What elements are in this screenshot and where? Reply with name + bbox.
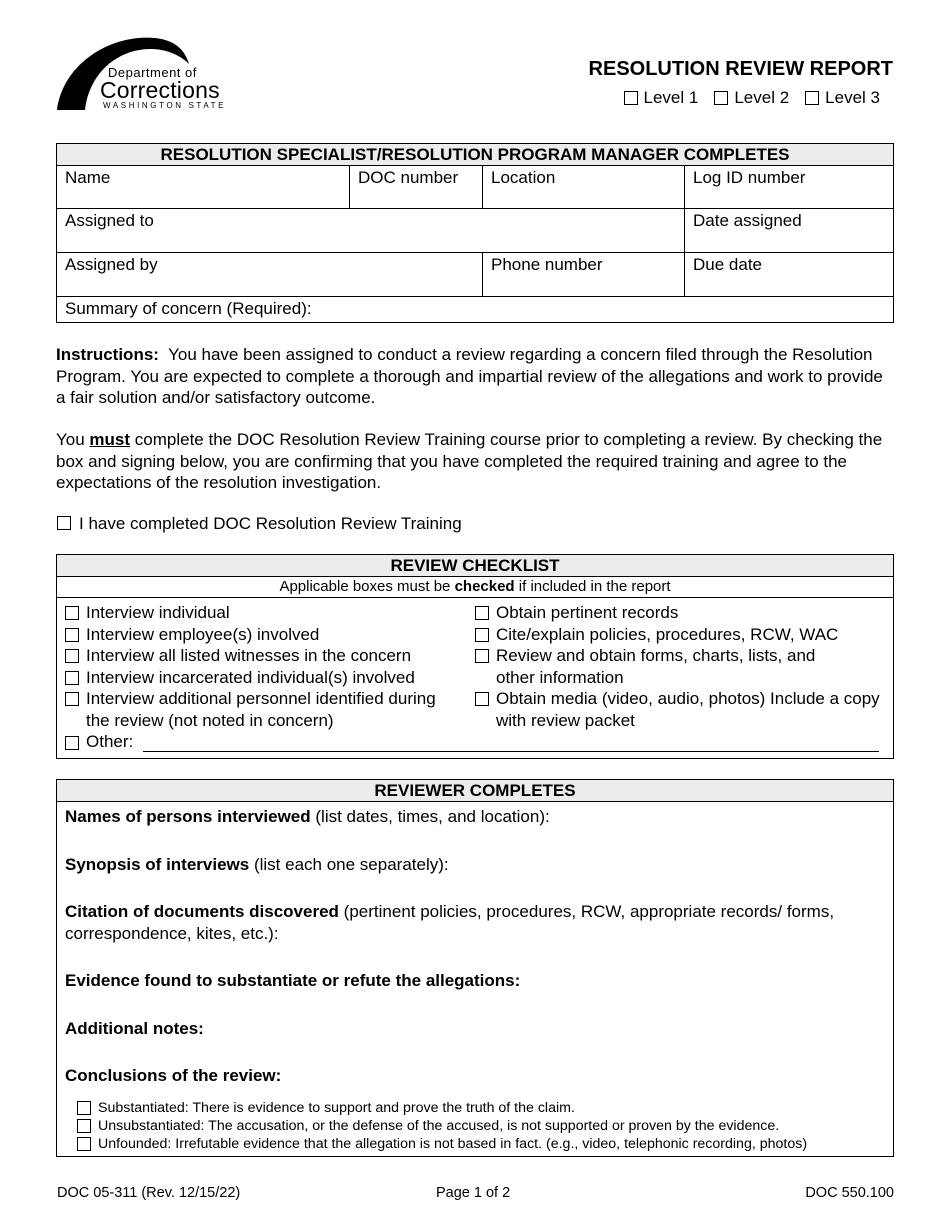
assigned-to-label: Assigned to <box>65 211 154 230</box>
form-number: DOC 05-311 (Rev. 12/15/22) <box>57 1185 241 1201</box>
checklist-item-label: Obtain pertinent records <box>496 603 679 622</box>
conclusion-checkbox[interactable] <box>77 1137 91 1151</box>
training-paragraph <box>56 429 896 494</box>
assigned-by-field[interactable] <box>57 253 483 296</box>
q3-label: Citation of documents discovered <box>65 902 339 921</box>
q1-hint: (list dates, times, and location): <box>315 807 550 826</box>
evidence-field[interactable] <box>65 970 885 992</box>
checklist-item-label: Interview employee(s) involved <box>86 624 320 644</box>
checklist-item-label: Cite/explain policies, procedures, RCW, WAC <box>496 624 839 644</box>
document-title: RESOLUTION REVIEW REPORT <box>588 58 893 80</box>
location-field[interactable] <box>483 166 685 208</box>
q1-label: Names of persons interviewed <box>65 807 311 826</box>
due-date-label: Due date <box>693 255 762 274</box>
conclusion-label: Unfounded: Irrefutable evidence that the allegation is not based in fact. (e.g., video, telephonic recording, photos) <box>98 1135 808 1152</box>
citation-field[interactable] <box>65 901 885 944</box>
checklist-checkbox[interactable] <box>65 606 79 620</box>
checklist-sub-after: if included in the report <box>518 578 671 595</box>
checklist-item-label: Review and obtain forms, charts, lists, and other information <box>496 646 816 687</box>
additional-notes-field[interactable] <box>65 1018 885 1040</box>
checklist-item-label: Interview additional personnel identified during the review (not noted in concern) <box>86 689 436 730</box>
assigned-to-field[interactable] <box>57 209 685 252</box>
page-number: Page 1 of 2 <box>436 1185 511 1201</box>
conclusion-options <box>65 1099 885 1153</box>
level-3-checkbox[interactable] <box>805 91 819 105</box>
logo-line-2: Corrections <box>100 77 220 103</box>
logo-line-1: Department of <box>108 65 197 80</box>
level-2-label: Level 2 <box>734 88 790 107</box>
conclusion-checkbox[interactable] <box>77 1101 91 1115</box>
checklist-item-label: Obtain media (video, audio, photos) Include a copy with review packet <box>496 689 880 730</box>
level-selector <box>624 87 880 108</box>
checklist-other[interactable] <box>57 731 893 757</box>
checklist-checkbox[interactable] <box>475 628 489 642</box>
q3-hint: (pertinent policies, procedures, RCW, appropriate records/ forms, correspondence, kites, etc.): <box>65 902 835 943</box>
name-field[interactable] <box>57 166 350 208</box>
location-label: Location <box>491 168 556 187</box>
due-date-field[interactable] <box>685 253 893 296</box>
conclusion-unfounded[interactable] <box>77 1135 885 1153</box>
log-id-field[interactable] <box>685 166 893 208</box>
phone-number-field[interactable] <box>483 253 685 296</box>
checklist-item-label: Interview individual <box>86 603 230 622</box>
policy-number: DOC 550.100 <box>805 1185 894 1201</box>
conclusion-label: Unsubstantiated: The accusation, or the defense of the accused, is not supported or proven by the evidence. <box>98 1117 780 1134</box>
other-input-line[interactable] <box>143 734 879 752</box>
training-para-rest: complete the DOC Resolution Review Training course prior to completing a review. By checking the box and signing below, you are confirming that you have completed the required training and agree to the expectations of the resolution investigation. <box>56 430 883 492</box>
names-interviewed-field[interactable] <box>65 806 885 828</box>
synopsis-field[interactable] <box>65 854 885 876</box>
checklist-item-label: Interview incarcerated individual(s) involved <box>86 667 415 687</box>
level-2-checkbox[interactable] <box>714 91 728 105</box>
checklist-item[interactable] <box>475 645 885 688</box>
training-checkbox[interactable] <box>57 516 71 530</box>
checklist-item[interactable] <box>65 602 475 624</box>
logo-line-3: WASHINGTON STATE <box>103 101 227 110</box>
checklist-instruction <box>57 577 893 598</box>
training-confirmation[interactable] <box>57 513 897 535</box>
checklist-sub-bold: checked <box>454 578 515 595</box>
training-para-start: You <box>56 430 85 449</box>
instructions-paragraph <box>56 344 896 409</box>
q2-hint: (list each one separately): <box>253 854 449 874</box>
reviewer-section <box>56 779 894 1157</box>
instructions-label: Instructions: <box>56 345 159 364</box>
q5-label: Additional notes: <box>65 1018 204 1038</box>
checklist-item[interactable] <box>65 624 475 646</box>
doc-logo <box>55 34 255 114</box>
level-1-label: Level 1 <box>643 88 699 107</box>
other-label: Other: <box>86 732 134 751</box>
date-assigned-label: Date assigned <box>693 211 802 230</box>
log-id-label: Log ID number <box>693 168 806 187</box>
doc-number-field[interactable] <box>350 166 483 208</box>
review-checklist <box>56 554 894 759</box>
checklist-checkbox[interactable] <box>475 692 489 706</box>
conclusion-label: Substantiated: There is evidence to support and prove the truth of the claim. <box>98 1099 575 1116</box>
checklist-sub-before: Applicable boxes must be <box>279 578 451 595</box>
checklist-item-label: Interview all listed witnesses in the concern <box>86 646 412 665</box>
checklist-item[interactable] <box>475 624 885 646</box>
checklist-checkbox[interactable] <box>475 606 489 620</box>
other-checkbox[interactable] <box>65 736 79 750</box>
date-assigned-field[interactable] <box>685 209 893 252</box>
checklist-checkbox[interactable] <box>65 671 79 685</box>
doc-number-label: DOC number <box>358 168 459 187</box>
checklist-item[interactable] <box>475 602 885 624</box>
level-1-checkbox[interactable] <box>624 91 638 105</box>
reviewer-heading: REVIEWER COMPLETES <box>57 780 893 802</box>
q4-label: Evidence found to substantiate or refute the allegations: <box>65 971 521 990</box>
conclusion-unsubstantiated[interactable] <box>77 1117 885 1135</box>
training-checkbox-label: I have completed DOC Resolution Review Training <box>79 514 462 533</box>
checklist-checkbox[interactable] <box>65 649 79 663</box>
checklist-item[interactable] <box>65 688 475 731</box>
level-3-label: Level 3 <box>825 88 880 107</box>
checklist-checkbox[interactable] <box>475 649 489 663</box>
checklist-checkbox[interactable] <box>65 628 79 642</box>
assigned-by-label: Assigned by <box>65 255 158 274</box>
checklist-right-column <box>475 602 885 731</box>
conclusion-checkbox[interactable] <box>77 1119 91 1133</box>
specialist-heading: RESOLUTION SPECIALIST/RESOLUTION PROGRAM MANAGER COMPLETES <box>57 144 893 166</box>
level-2-option[interactable] <box>714 87 789 108</box>
level-3-option[interactable] <box>805 87 880 108</box>
q6-label: Conclusions of the review: <box>65 1066 282 1085</box>
name-label: Name <box>65 168 111 187</box>
phone-number-label: Phone number <box>491 255 603 274</box>
q2-label: Synopsis of interviews <box>65 854 250 874</box>
summary-label: Summary of concern (Required): <box>65 299 312 318</box>
must-emphasis: must <box>89 430 131 449</box>
checklist-item[interactable] <box>65 667 475 689</box>
instructions-text: You have been assigned to conduct a review regarding a concern filed through the Resolution Program. You are expected to complete a thorough and impartial review of the allegations and work to provide a fair solution and/or satisfactory outcome. <box>56 345 883 407</box>
checklist-checkbox[interactable] <box>65 692 79 706</box>
specialist-section <box>56 143 894 323</box>
checklist-left-column <box>65 602 475 731</box>
level-1-option[interactable] <box>624 87 699 108</box>
checklist-item[interactable] <box>65 645 475 667</box>
conclusion-substantiated[interactable] <box>77 1099 885 1117</box>
checklist-item[interactable] <box>475 688 885 731</box>
conclusions-heading <box>65 1065 885 1087</box>
checklist-heading: REVIEW CHECKLIST <box>57 555 893 577</box>
summary-field[interactable] <box>57 297 893 322</box>
